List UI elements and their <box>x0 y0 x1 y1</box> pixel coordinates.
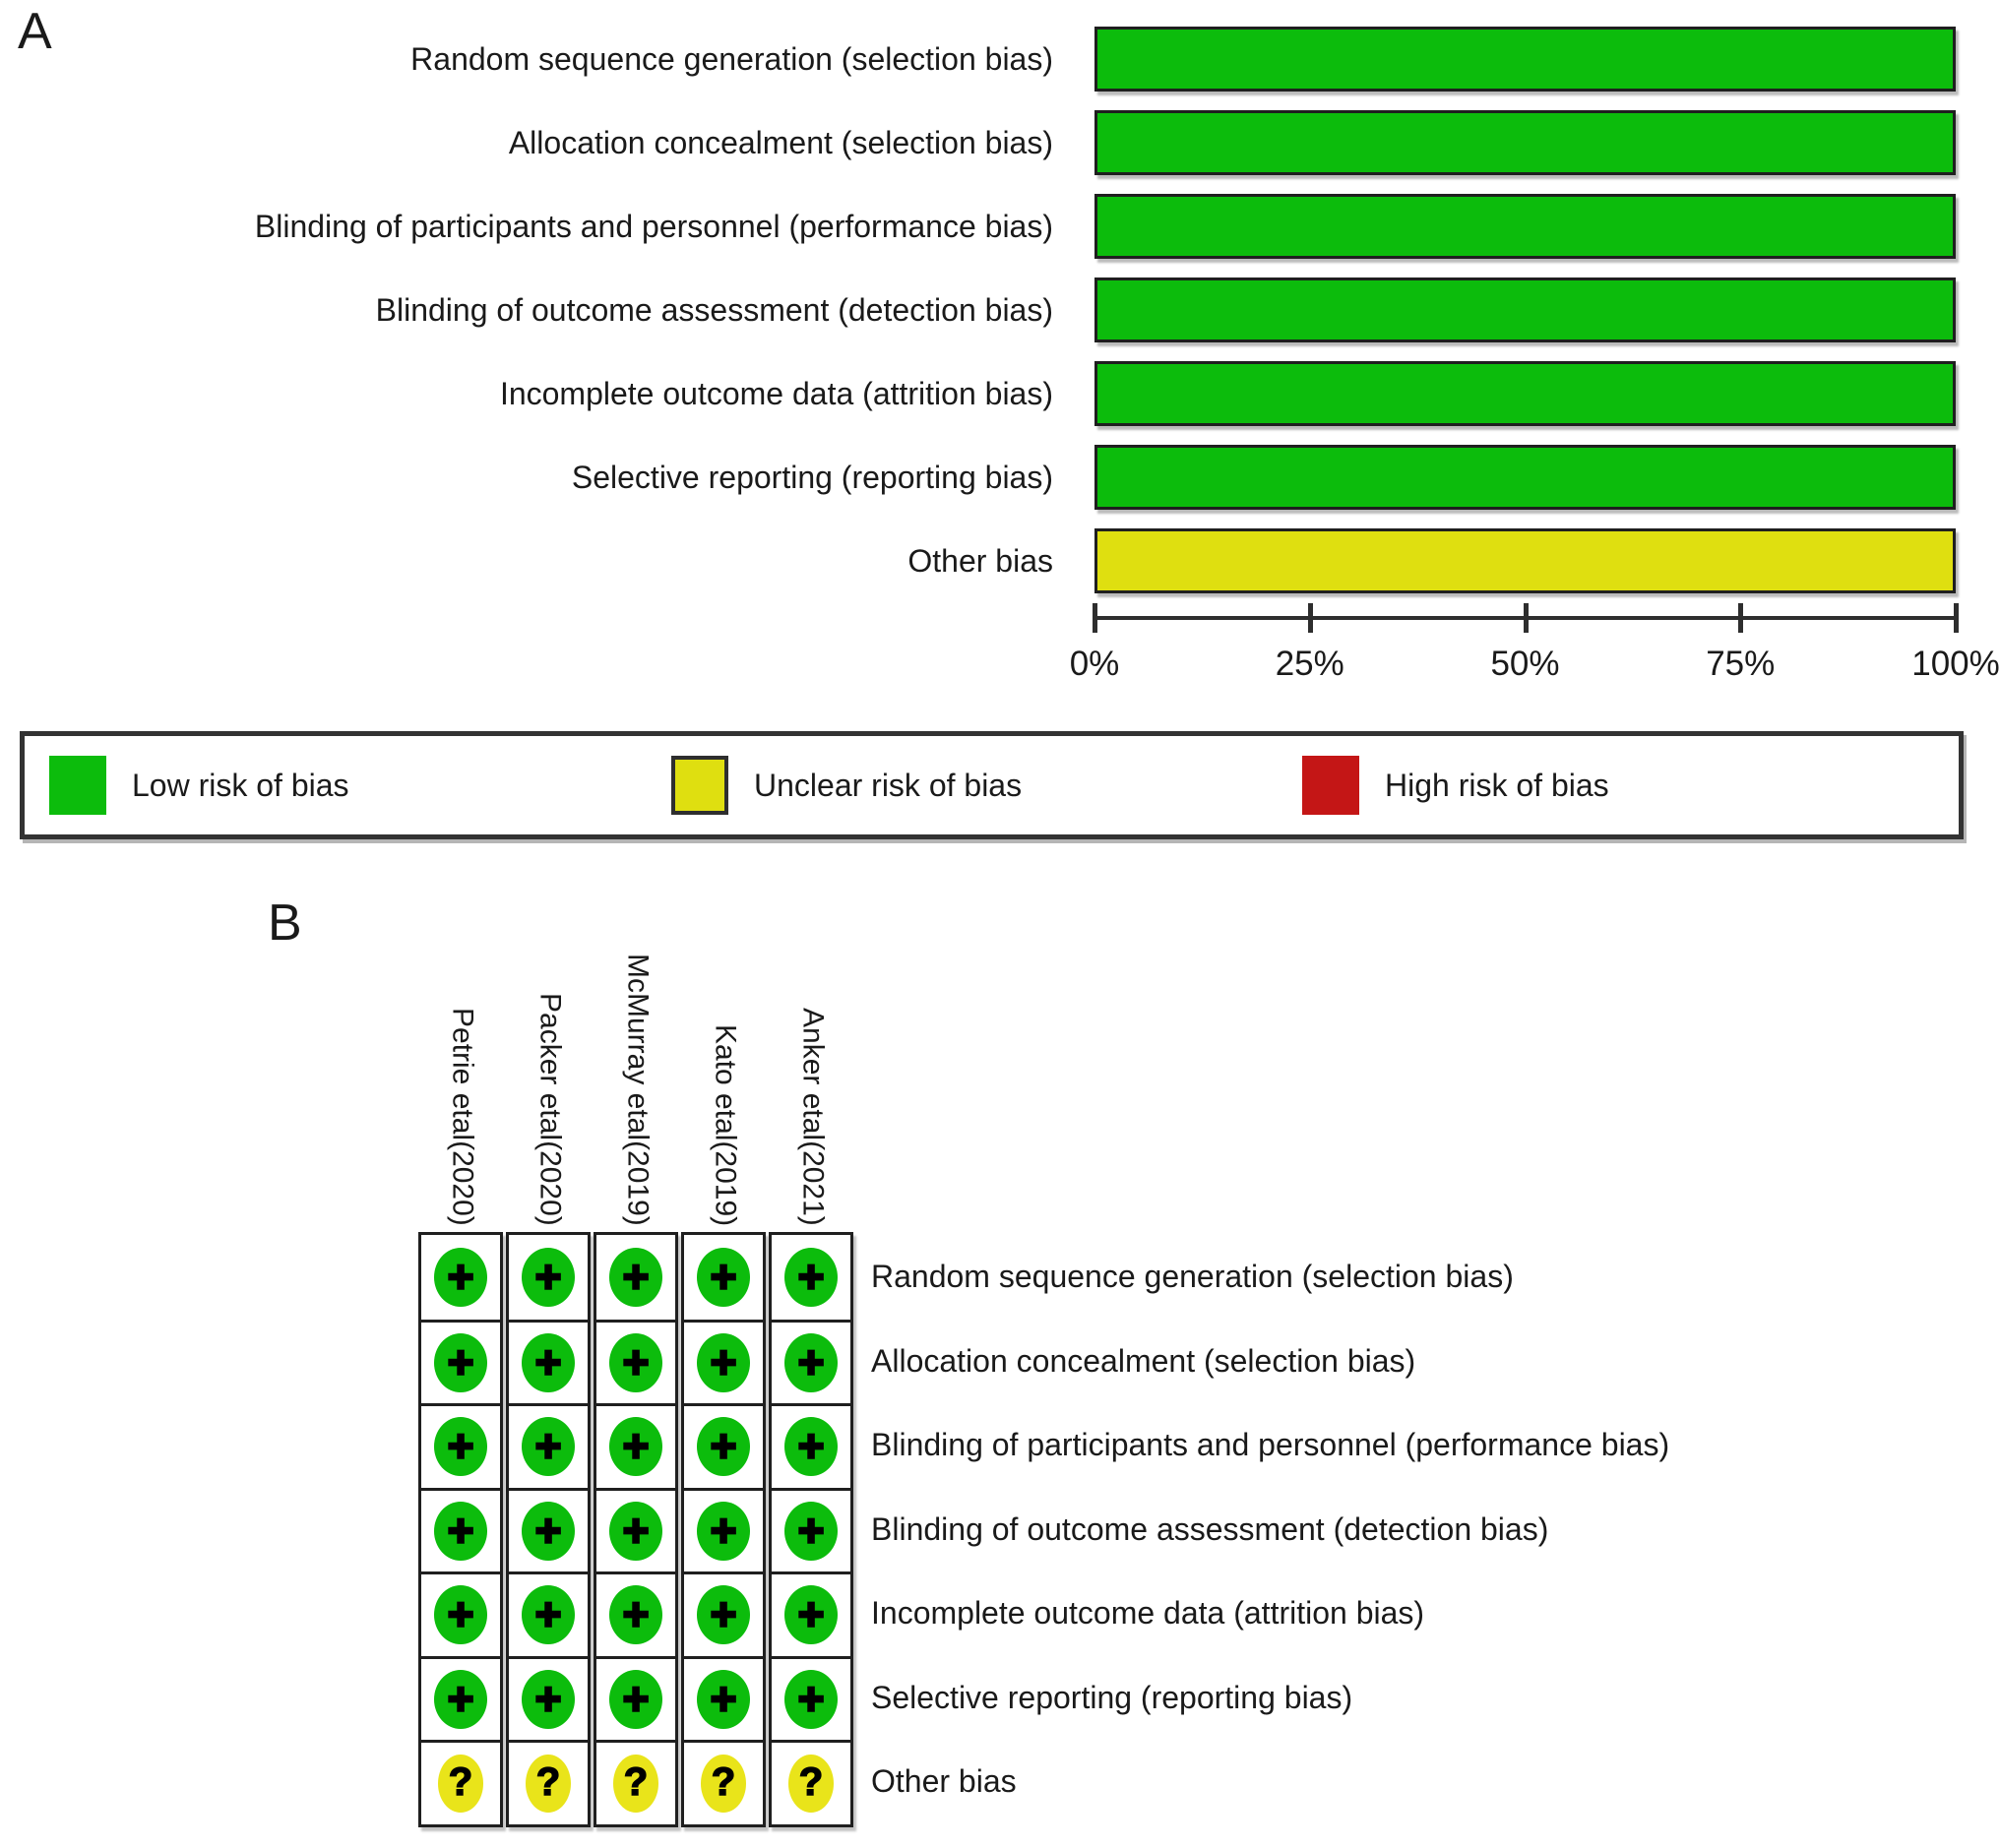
matrix-cell <box>509 1320 588 1404</box>
plus-icon: + <box>522 1333 575 1392</box>
matrix-column <box>594 1232 678 1827</box>
matrix-cell <box>684 1235 763 1320</box>
matrix-cell <box>421 1656 500 1741</box>
study-header <box>681 1024 769 1226</box>
summary-row-label: Blinding of outcome assessment (detection bias) <box>871 1510 1549 1547</box>
plus-icon: + <box>784 1585 838 1644</box>
plus-icon: + <box>784 1502 838 1561</box>
axis-tick-label: 75% <box>1706 645 1776 683</box>
bias-bar-track <box>1094 110 1956 175</box>
question-mark-icon: ? <box>526 1755 571 1813</box>
matrix-column <box>769 1232 853 1827</box>
plus-icon: + <box>522 1417 575 1476</box>
matrix-cell <box>684 1403 763 1488</box>
plus-icon: + <box>697 1502 750 1561</box>
matrix-cell <box>509 1571 588 1656</box>
bias-bar-segment-low <box>1094 27 1956 92</box>
study-header-text: Anker etal(2021) <box>796 1008 830 1226</box>
bias-bar-segment-low <box>1094 445 1956 510</box>
matrix-column <box>681 1232 766 1827</box>
matrix-cell <box>772 1235 850 1320</box>
bias-bar-row <box>0 27 2000 110</box>
matrix-cell <box>684 1320 763 1404</box>
plus-icon: + <box>434 1585 487 1644</box>
matrix-cell <box>596 1571 675 1656</box>
matrix-cell <box>772 1488 850 1572</box>
plus-icon: + <box>434 1248 487 1307</box>
study-header <box>594 954 681 1226</box>
bias-category-label: Blinding of participants and personnel (performance bias) <box>254 208 1053 244</box>
bias-bar-row <box>0 361 2000 445</box>
matrix-cell <box>509 1740 588 1824</box>
matrix-cell <box>772 1320 850 1404</box>
summary-row-label: Incomplete outcome data (attrition bias) <box>871 1595 1425 1632</box>
bias-bar-segment-low <box>1094 277 1956 342</box>
summary-row-label: Other bias <box>871 1763 1017 1800</box>
matrix-cell <box>684 1488 763 1572</box>
matrix-cell <box>772 1656 850 1741</box>
plus-icon: + <box>609 1585 662 1644</box>
low-risk-swatch-icon <box>49 756 106 815</box>
bias-bar-track <box>1094 194 1956 259</box>
plus-icon: + <box>434 1333 487 1392</box>
legend-item-unclear <box>671 736 1022 834</box>
plus-icon: + <box>434 1502 487 1561</box>
matrix-cell <box>509 1488 588 1572</box>
matrix-cell <box>772 1403 850 1488</box>
bias-bar-row <box>0 277 2000 361</box>
question-mark-icon: ? <box>788 1755 834 1813</box>
matrix-cell <box>596 1488 675 1572</box>
bias-bar-row <box>0 194 2000 277</box>
legend-label: Low risk of bias <box>132 767 349 803</box>
percentage-axis <box>1069 603 2000 711</box>
axis-tick-label: 25% <box>1275 645 1344 683</box>
plus-icon: + <box>784 1248 838 1307</box>
plus-icon: + <box>609 1670 662 1729</box>
panel-a-label: A <box>18 3 52 60</box>
matrix-cell <box>596 1235 675 1320</box>
bias-bar-row <box>0 110 2000 194</box>
high-risk-swatch-icon <box>1302 756 1359 815</box>
plus-icon: + <box>522 1585 575 1644</box>
matrix-cell <box>772 1740 850 1824</box>
matrix-cell <box>684 1740 763 1824</box>
bias-bar-segment-low <box>1094 194 1956 259</box>
plus-icon: + <box>784 1417 838 1476</box>
unclear-risk-swatch-icon <box>671 756 728 815</box>
plus-icon: + <box>697 1333 750 1392</box>
axis-tick <box>1954 603 1959 633</box>
study-header-text: Kato etal(2019) <box>709 1023 742 1226</box>
plus-icon: + <box>784 1333 838 1392</box>
matrix-cell <box>421 1235 500 1320</box>
axis-tick <box>1524 603 1529 633</box>
legend-label: Unclear risk of bias <box>754 767 1023 803</box>
bias-category-label: Incomplete outcome data (attrition bias) <box>499 375 1053 411</box>
plus-icon: + <box>697 1585 750 1644</box>
matrix-cell <box>421 1403 500 1488</box>
bias-category-label: Selective reporting (reporting bias) <box>571 459 1053 495</box>
plus-icon: + <box>434 1417 487 1476</box>
bias-bar-track <box>1094 445 1956 510</box>
summary-row-label: Allocation concealment (selection bias) <box>871 1342 1416 1379</box>
matrix-cell <box>596 1656 675 1741</box>
study-header-text: Packer etal(2020) <box>533 993 567 1226</box>
matrix-cell <box>509 1235 588 1320</box>
legend-label: High risk of bias <box>1385 767 1609 803</box>
axis-tick-label: 50% <box>1490 645 1560 683</box>
bias-bar-track <box>1094 361 1956 426</box>
plus-icon: + <box>522 1248 575 1307</box>
study-headers <box>418 884 856 1226</box>
summary-row-label: Random sequence generation (selection bias) <box>871 1259 1514 1295</box>
study-header-text: McMurray etal(2019) <box>621 954 655 1226</box>
axis-tick <box>1093 603 1097 633</box>
bias-bar-track <box>1094 528 1956 593</box>
question-mark-icon: ? <box>438 1755 483 1813</box>
study-header <box>418 1008 506 1226</box>
matrix-cell <box>596 1320 675 1404</box>
legend-item-low <box>49 736 349 834</box>
axis-tick <box>1308 603 1313 633</box>
bias-bar-row <box>0 445 2000 528</box>
bias-category-label: Allocation concealment (selection bias) <box>508 124 1053 160</box>
matrix-cell <box>684 1571 763 1656</box>
panel-a-rows <box>0 27 2000 612</box>
summary-row-label: Blinding of participants and personnel (performance bias) <box>871 1427 1670 1463</box>
bias-category-label: Random sequence generation (selection bias) <box>410 40 1053 77</box>
bias-bar-row <box>0 528 2000 612</box>
plus-icon: + <box>609 1333 662 1392</box>
study-header-text: Petrie etal(2020) <box>446 1008 479 1226</box>
axis-tick-label: 0% <box>1069 645 1120 683</box>
bias-category-label: Other bias <box>907 542 1053 579</box>
summary-matrix <box>418 1232 853 1827</box>
question-mark-icon: ? <box>613 1755 658 1813</box>
matrix-cell <box>596 1740 675 1824</box>
matrix-cell <box>421 1320 500 1404</box>
plus-icon: + <box>697 1417 750 1476</box>
summary-row-labels <box>871 1235 1669 1824</box>
study-header <box>769 1008 856 1226</box>
matrix-cell <box>596 1403 675 1488</box>
question-mark-icon: ? <box>701 1755 746 1813</box>
matrix-column <box>506 1232 591 1827</box>
plus-icon: + <box>609 1248 662 1307</box>
plus-icon: + <box>609 1417 662 1476</box>
bias-bar-track <box>1094 27 1956 92</box>
plus-icon: + <box>522 1502 575 1561</box>
bias-bar-track <box>1094 277 1956 342</box>
matrix-cell <box>509 1403 588 1488</box>
summary-row-label: Selective reporting (reporting bias) <box>871 1679 1353 1715</box>
plus-icon: + <box>697 1670 750 1729</box>
legend <box>20 731 1964 839</box>
axis-tick-label: 100% <box>1911 645 2000 683</box>
bias-bar-segment-low <box>1094 361 1956 426</box>
matrix-cell <box>421 1488 500 1572</box>
plus-icon: + <box>609 1502 662 1561</box>
matrix-cell <box>684 1656 763 1741</box>
study-header <box>506 993 594 1226</box>
plus-icon: + <box>784 1670 838 1729</box>
matrix-cell <box>421 1740 500 1824</box>
matrix-cell <box>421 1571 500 1656</box>
plus-icon: + <box>697 1248 750 1307</box>
matrix-cell <box>509 1656 588 1741</box>
plus-icon: + <box>522 1670 575 1729</box>
bias-category-label: Blinding of outcome assessment (detection bias) <box>375 291 1053 328</box>
matrix-column <box>418 1232 503 1827</box>
bias-bar-segment-low <box>1094 110 1956 175</box>
matrix-cell <box>772 1571 850 1656</box>
legend-item-high <box>1302 736 1609 834</box>
axis-tick <box>1738 603 1743 633</box>
panel-b-label: B <box>268 894 302 952</box>
plus-icon: + <box>434 1670 487 1729</box>
bias-bar-segment-unclear <box>1094 528 1956 593</box>
